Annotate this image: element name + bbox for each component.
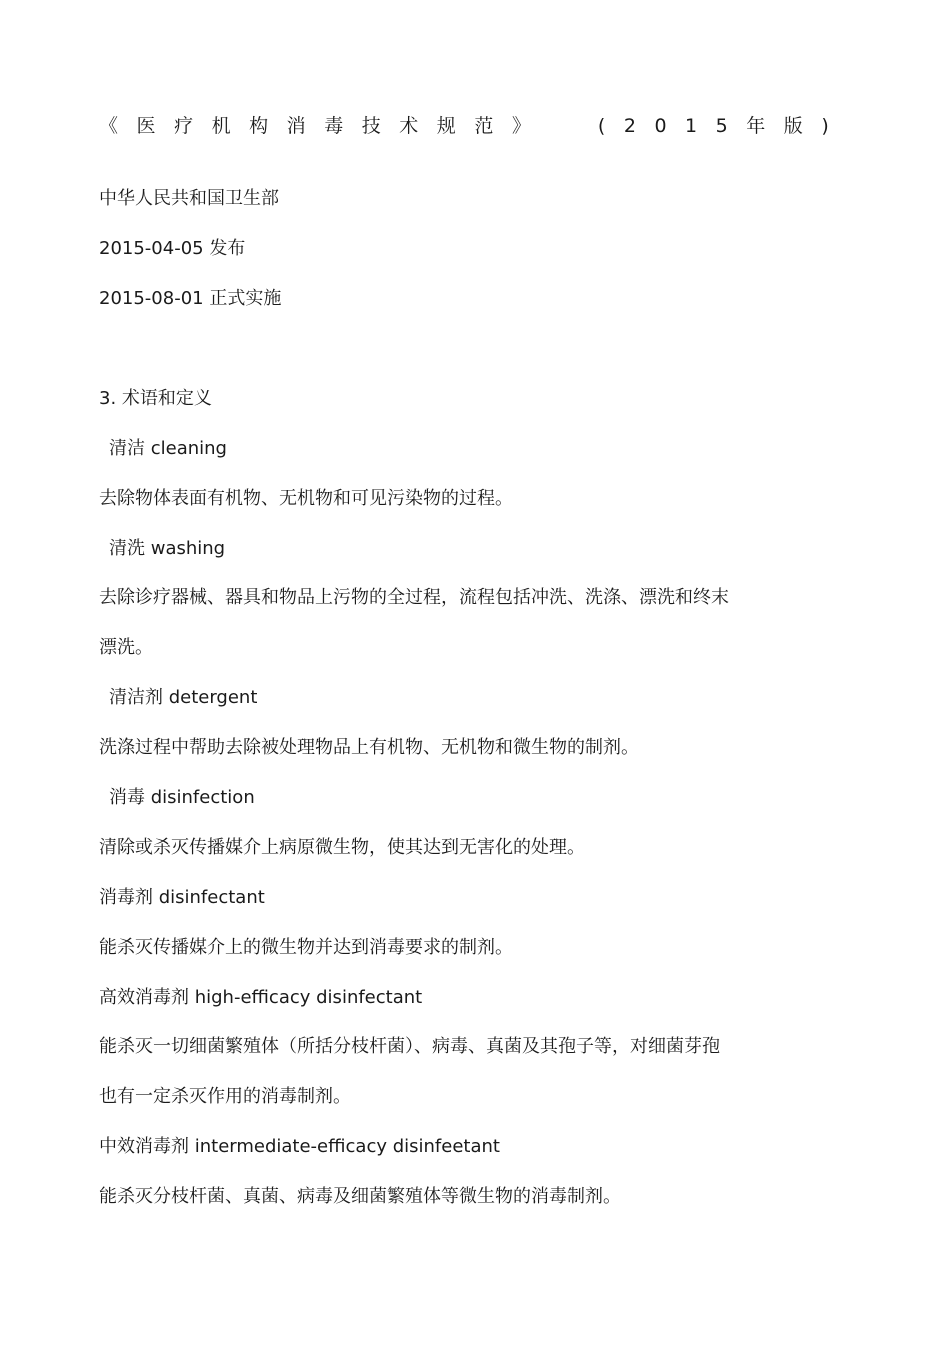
definition-line: 洗涤过程中帮助去除被处理物品上有机物、无机物和微生物的制剂。 (99, 737, 639, 758)
title-character: 消 (286, 115, 306, 137)
title-character: 年 (746, 115, 766, 137)
issuer: 中华人民共和国卫生部 (99, 188, 279, 209)
definition-line: 漂洗。 (99, 637, 153, 658)
title-character: 构 (249, 115, 269, 137)
definition-line: 能杀灭分枝杆菌、真菌、病毒及细菌繁殖体等微生物的消毒制剂。 (99, 1186, 621, 1207)
definition-line: 去除诊疗器械、器具和物品上污物的全过程，流程包括冲洗、洗涤、漂洗和终末 (99, 587, 729, 608)
term-washing: 清洗 washing (109, 538, 226, 559)
definition-line: 清除或杀灭传播媒介上病原微生物，使其达到无害化的处理。 (99, 837, 585, 858)
title-character: 0 (654, 115, 667, 137)
document-title (99, 113, 829, 139)
title-character: 版 (783, 115, 803, 137)
title-character: 毒 (324, 115, 344, 137)
definition-line: 能杀灭传播媒介上的微生物并达到消毒要求的制剂。 (99, 937, 513, 958)
title-character: 1 (685, 115, 698, 137)
term-cleaning: 清洁 cleaning (109, 438, 227, 459)
title-character: ) (821, 115, 829, 137)
definition-line: 去除物体表面有机物、无机物和可见污染物的过程。 (99, 488, 513, 509)
publish-date: 2015-04-05 发布 (99, 238, 246, 259)
definition-line: 能杀灭一切细菌繁殖体（所括分枝杆菌）、病毒、真菌及其孢子等，对细菌芽孢 (99, 1036, 720, 1057)
title-character: 医 (136, 115, 156, 137)
title-character: ( (597, 115, 606, 137)
title-character: 》 (511, 115, 531, 137)
term-high-efficacy-disinfectant: 高效消毒剂 high-efficacy disinfectant (99, 987, 423, 1008)
title-character: 机 (211, 115, 231, 137)
term-detergent: 清洁剂 detergent (109, 687, 258, 708)
title-character: 5 (715, 115, 728, 137)
title-character: 规 (436, 115, 456, 137)
title-character: 范 (474, 115, 494, 137)
title-character: 疗 (174, 115, 194, 137)
title-character: 《 (99, 115, 119, 137)
title-character: 技 (361, 115, 381, 137)
term-intermediate-efficacy-disinfectant: 中效消毒剂 intermediate-efficacy disinfeetant (99, 1136, 500, 1157)
definition-line: 也有一定杀灭作用的消毒制剂。 (99, 1086, 351, 1107)
term-disinfection: 消毒 disinfection (109, 787, 255, 808)
title-gap (549, 113, 579, 139)
effective-date: 2015-08-01 正式实施 (99, 288, 282, 309)
title-character: 2 (623, 115, 636, 137)
section-heading: 3. 术语和定义 (99, 388, 212, 409)
title-character: 术 (399, 115, 419, 137)
term-disinfectant: 消毒剂 disinfectant (99, 887, 265, 908)
